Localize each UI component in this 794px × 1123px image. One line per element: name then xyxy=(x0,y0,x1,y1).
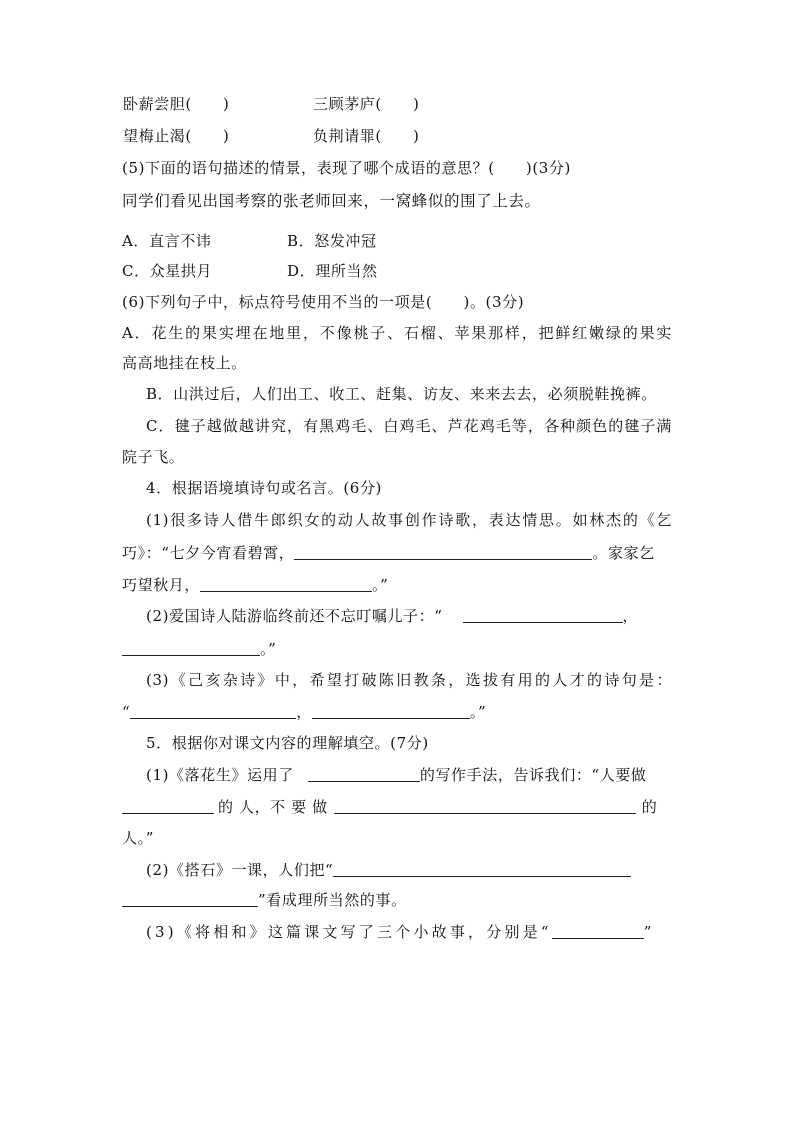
paragraph-text: 。家家乞 xyxy=(592,544,655,562)
paragraph-text: 。” xyxy=(469,703,487,721)
question-stem: (6)下列句子中，标点符号使用不当的一项是( )。(3分) xyxy=(122,293,525,311)
paragraph-text: (2)爱国诗人陆游临终前还不忘叮嘱儿子：“ xyxy=(146,607,443,625)
paragraph-text: ” xyxy=(643,923,655,941)
option-c-line1: C．毽子越做越讲究，有黑鸡毛、白鸡毛、芦花鸡毛等，各种颜色的毽子满 xyxy=(146,417,672,435)
paragraph-text: (3)《将相和》这篇课文写了三个小故事，分别是“ xyxy=(146,923,552,941)
option-b: B．怒发冲冠 xyxy=(287,232,377,250)
paragraph-line xyxy=(122,890,407,910)
paragraph-text: ， xyxy=(296,703,312,721)
paragraph-line xyxy=(122,639,276,659)
answer-blank[interactable] xyxy=(463,607,623,623)
idiom-item: 卧薪尝胆( ) xyxy=(123,95,230,113)
section-title: 4．根据语境填诗句或名言。(6分) xyxy=(146,479,382,497)
paragraph-line xyxy=(122,543,655,563)
paragraph-text: 巧望秋月， xyxy=(122,576,201,594)
paragraph-line xyxy=(146,922,655,942)
question-stem: (5)下面的语句描述的情景，表现了哪个成语的意思？( )(3分) xyxy=(122,159,572,177)
option-b-line1: B．山洪过后，人们出工、收工、赶集、访友、来来去去，必须脱鞋挽裤。 xyxy=(146,385,657,403)
paragraph-text: (1)《落花生》运用了 xyxy=(146,766,294,784)
answer-blank[interactable] xyxy=(122,798,214,814)
answer-blank[interactable] xyxy=(552,923,644,939)
paragraph-line xyxy=(122,797,657,817)
option-c-line2: 院子飞。 xyxy=(122,448,185,466)
option-a-line1: A．花生的果实埋在地里，不像桃子、石榴、苹果那样，把鲜红嫩绿的果实 xyxy=(122,324,672,342)
answer-blank[interactable] xyxy=(122,891,258,907)
answer-blank[interactable] xyxy=(308,766,420,782)
paragraph-line xyxy=(146,860,631,880)
paragraph-line: 人。” xyxy=(122,829,154,847)
idiom-item: 望梅止渴( ) xyxy=(123,127,230,145)
idiom-item: 负荆请罪( ) xyxy=(313,127,420,145)
option-a-line2: 高高地挂在枝上。 xyxy=(122,354,247,372)
paragraph-line xyxy=(146,606,638,626)
answer-blank[interactable] xyxy=(333,861,631,877)
answer-blank[interactable] xyxy=(130,703,296,719)
paragraph-line: (3)《己亥杂诗》中，希望打破陈旧教条，选拔有用的人才的诗句是： xyxy=(146,671,672,689)
paragraph-text: (2)《搭石》一课，人们把“ xyxy=(146,861,334,879)
section-title: 5．根据你对课文内容的理解填空。(7分) xyxy=(146,734,429,752)
option-c: C．众星拱月 xyxy=(122,262,213,280)
paragraph-line: (1)很多诗人借牛郎织女的动人故事创作诗歌，表达情思。如林杰的《乞 xyxy=(146,511,672,529)
answer-blank[interactable] xyxy=(200,576,372,592)
paragraph-text: 的 人，不 要 做 xyxy=(218,798,328,816)
paragraph-text: 的 xyxy=(641,798,658,816)
answer-blank[interactable] xyxy=(122,640,260,656)
answer-blank[interactable] xyxy=(294,544,592,560)
paragraph-text: ”看成理所当然的事。 xyxy=(258,891,407,909)
option-a: A．直言不讳 xyxy=(122,232,212,250)
paragraph-text: 。” xyxy=(260,640,277,658)
paragraph-text: 。” xyxy=(372,576,389,594)
paragraph-text: 巧》：“七夕今宵看碧霄， xyxy=(122,544,295,562)
paragraph-line xyxy=(146,765,647,785)
paragraph-line xyxy=(122,575,388,595)
paragraph-text: ， xyxy=(622,607,639,625)
idiom-item: 三顾茅庐( ) xyxy=(313,95,420,113)
option-d: D．理所当然 xyxy=(287,262,378,280)
answer-blank[interactable] xyxy=(334,798,636,814)
paragraph-text: 的写作手法，告诉我们：“人要做 xyxy=(419,766,647,784)
paragraph-text: “ xyxy=(122,703,131,721)
paragraph-line xyxy=(122,702,486,722)
answer-blank[interactable] xyxy=(312,703,470,719)
question-sentence: 同学们看见出国考察的张老师回来，一窝蜂似的围了上去。 xyxy=(122,192,541,210)
